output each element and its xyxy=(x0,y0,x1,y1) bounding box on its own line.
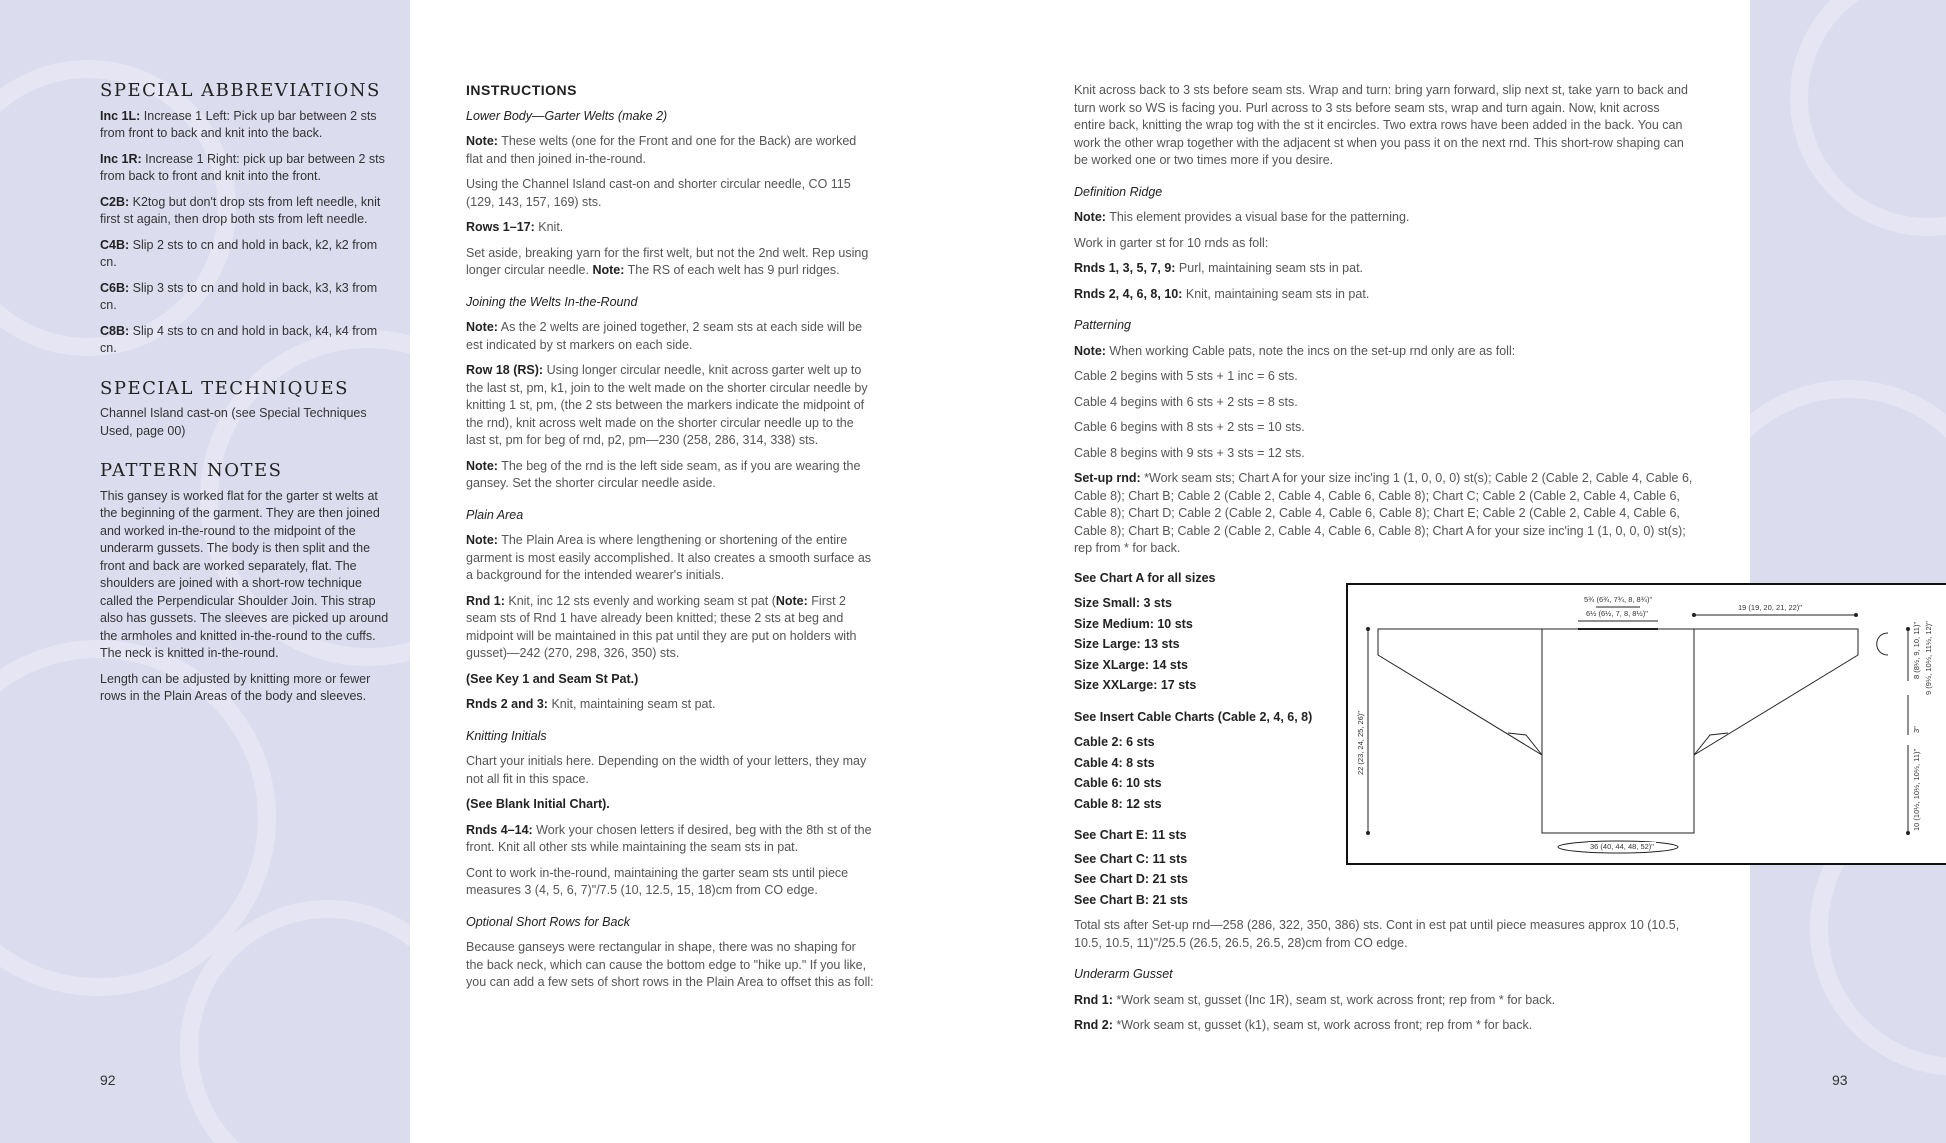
pattern-notes-title: PATTERN NOTES xyxy=(100,460,283,481)
right-sleeve-outline xyxy=(1694,629,1858,755)
page-number-right: 93 xyxy=(1832,1072,1848,1088)
plain-area-heading: Plain Area xyxy=(466,507,524,522)
paragraph: Rnds 2 and 3: Knit, maintaining seam st pat. xyxy=(466,697,716,711)
underarm-gusset-heading: Underarm Gusset xyxy=(1074,967,1173,981)
sleeve-length-label: 9 (9½, 10½, 11½, 12)" xyxy=(1924,621,1933,695)
abbreviations-list xyxy=(100,108,390,358)
cable-line: Cable 4 begins with 6 sts + 2 sts = 8 sts. xyxy=(1074,394,1298,409)
size-item: Size Small: 3 sts xyxy=(1074,596,1172,610)
neck-dimension-label: 6½ (6½, 7, 8, 8½)" xyxy=(1586,609,1648,618)
cable-size-item: Cable 2: 6 sts xyxy=(1074,735,1155,749)
schematic-drawing xyxy=(1348,585,1946,863)
paragraph: Rnds 2, 4, 6, 8, 10: Knit, maintaining seam sts in pat. xyxy=(1074,286,1370,301)
paragraph: Knit across back to 3 sts before seam sts. Wrap and turn: bring yarn forward, slip next st, take yarn to back and turn work so WS is facing you. Purl across to 3 sts before seam sts, wrap and turn again. Now, knit across entire back, knitting the wrap tog with the st it encircles. Two extra rows have been added in the back. You can work the other wrap together with the adjacent st when you pass it on the next rnd. This short-row shaping can be worked one or two times more if you desire. xyxy=(1074,83,1688,167)
paragraph: Rnd 1: Knit, inc 12 sts evenly and working seam st pat (Note: First 2 seam sts of Rnd 1 have already been knitted; these 2 sts at beg and midpoint will be maintained in this pat until they are put on holders with gusset)—242 (270, 298, 326, 350) sts. xyxy=(466,593,857,660)
paragraph: Note: This element provides a visual base for the patterning. xyxy=(1074,210,1410,224)
paragraph: Note: The beg of the rnd is the left side seam, as if you are wearing the gansey. Set the shorter circular needle aside. xyxy=(466,458,861,490)
paragraph: Note: The Plain Area is where lengthening or shortening of the entire garment is most easily accomplished. It also creates a smooth surface as a background for the intended wearer's initials. xyxy=(466,533,872,582)
right-margin-panel xyxy=(1750,0,1946,1143)
special-techniques-title: SPECIAL TECHNIQUES xyxy=(100,377,350,399)
definition-ridge-heading: Definition Ridge xyxy=(1074,184,1163,199)
instructions-column xyxy=(466,82,876,1000)
paragraph: Work in garter st for 10 rnds as foll: xyxy=(1074,235,1269,250)
paragraph: Set aside, breaking yarn for the first welt, but not the 2nd welt. Rep using longer circular needle. Note: The RS of each welt has 9 purl ridges. xyxy=(466,245,869,277)
paragraph: Because ganseys were rectangular in shape, there was no shaping for the back neck, which can cause the bottom edge to "hike up." If you like, you can add a few sets of short rows in the Plain Area to offset this as foll: xyxy=(466,940,874,989)
paragraph: (See Blank Initial Chart). xyxy=(466,797,610,811)
paragraph: Note: When working Cable pats, note the incs on the set-up rnd only are as foll: xyxy=(1074,343,1516,358)
paragraph: Rnds 1, 3, 5, 7, 9: Purl, maintaining seam sts in pat. xyxy=(1074,261,1364,275)
cuff-dimension-label: 8 (8½, 9, 10, 11)" xyxy=(1912,621,1921,679)
cable-size-item: Cable 4: 8 sts xyxy=(1074,755,1155,770)
paragraph: Note: As the 2 welts are joined together, 2 seam sts at each side will be est indicated by st markers on each side. xyxy=(466,320,863,352)
instructions-title: INSTRUCTIONS xyxy=(466,82,577,98)
paragraph: Rnds 4–14: Work your chosen letters if desired, beg with the 8th st of the front. Knit all other sts while maintaining the seam sts in pat. xyxy=(466,822,872,854)
sweater-schematic xyxy=(1346,583,1946,865)
paragraph: Rows 1–17: Knit. xyxy=(466,220,564,234)
abbreviation-item: C8B: Slip 4 sts to cn and hold in back, k4, k4 from cn. xyxy=(100,323,378,355)
joining-heading: Joining the Welts In-the-Round xyxy=(466,294,638,309)
swirl-ornament xyxy=(1790,0,1946,236)
size-item: Size XXLarge: 17 sts xyxy=(1074,678,1197,692)
chart-item: See Chart D: 21 sts xyxy=(1074,872,1188,886)
right-page-column xyxy=(1074,82,1694,1043)
pattern-notes-paragraph: This gansey is worked flat for the garter st welts at the beginning of the garment. They are then joined and worked in-the-round to the midpoint of the underarm gussets. The body is then split and the front and back are worked separately, flat. The shoulders are joined with a short-row technique called the Perpendicular Shoulder Join. This strap also has gussets. The sleeves are picked up around the armholes and knitted in-the-round to the cuffs. The neck is knitted in-the-round. xyxy=(100,488,389,660)
special-techniques-text: Channel Island cast-on (see Special Techniques Used, page 00) xyxy=(100,406,367,438)
abbreviation-item: C2B: K2tog but don't drop sts from left needle, knit first st again, then drop both sts from left needle. xyxy=(100,194,381,226)
chart-item: See Chart B: 21 sts xyxy=(1074,892,1188,907)
lower-body-heading: Lower Body—Garter Welts (make 2) xyxy=(466,108,668,123)
abbreviation-item: Inc 1R: Increase 1 Right: pick up bar between 2 sts from back to front and knit into the front. xyxy=(100,151,385,183)
lower-length-label: 10 (10½, 10½, 10½, 11)" xyxy=(1912,748,1921,831)
cable-size-item: Cable 6: 10 sts xyxy=(1074,776,1162,790)
body-height-label: 22 (23, 24, 25, 26)" xyxy=(1356,711,1365,775)
size-item: Size XLarge: 14 sts xyxy=(1074,657,1188,672)
chart-item: See Chart C: 11 sts xyxy=(1074,851,1188,866)
size-item: Size Large: 13 sts xyxy=(1074,637,1180,651)
paragraph: Rnd 1: *Work seam st, gusset (Inc 1R), seam st, work across front; rep from * for back. xyxy=(1074,992,1556,1007)
short-rows-heading: Optional Short Rows for Back xyxy=(466,914,630,929)
page-number-left: 92 xyxy=(100,1072,116,1088)
abbreviation-item: C4B: Slip 2 sts to cn and hold in back, k2, k2 from cn. xyxy=(100,237,378,269)
cable-line: Cable 8 begins with 9 sts + 3 sts = 12 sts. xyxy=(1074,445,1305,460)
body-outline xyxy=(1542,629,1694,833)
chart-item: See Chart E: 11 sts xyxy=(1074,828,1187,842)
insert-cable-title: See Insert Cable Charts (Cable 2, 4, 6, 8) xyxy=(1074,709,1313,724)
top-dimension-label: 5¾ (6¾, 7¾, 8, 8¾)" xyxy=(1584,595,1653,604)
pattern-notes-paragraph: Length can be adjusted by knitting more or fewer rows in the Plain Areas of the body and sleeves. xyxy=(100,671,371,703)
paragraph: Cont to work in-the-round, maintaining the garter seam sts until piece measures 3 (4, 5, 6, 7)"/7.5 (10, 12.5, 15, 18)cm from CO edge. xyxy=(466,865,849,897)
patterning-heading: Patterning xyxy=(1074,318,1131,332)
chart-sizes-list xyxy=(1074,570,1334,910)
paragraph: Note: These welts (one for the Front and one for the Back) are worked flat and then joined in-the-round. xyxy=(466,134,857,166)
paragraph: Row 18 (RS): Using longer circular needle, knit across garter welt up to the last st, pm, k1, join to the welt made on the shorter circular needle by knitting 1 st, pm, (the 2 sts between the markers indicate the midpoint of the rnd), knit across welt made on the shorter circular needle up to the last st, pm for beg of rnd, p2, pm—230 (258, 286, 314, 338) sts. xyxy=(466,363,868,447)
paragraph: Rnd 2: *Work seam st, gusset (k1), seam st, work across front; rep from * for back. xyxy=(1074,1018,1533,1032)
gusset-dimension-label: 3" xyxy=(1912,726,1921,733)
width-dimension-label: 36 (40, 44, 48, 52)" xyxy=(1590,842,1654,851)
cable-line: Cable 6 begins with 8 sts + 2 sts = 10 sts. xyxy=(1074,420,1305,434)
paragraph: (See Key 1 and Seam St Pat.) xyxy=(466,671,639,686)
size-item: Size Medium: 10 sts xyxy=(1074,616,1193,631)
left-sleeve-outline xyxy=(1378,629,1542,755)
chart-a-title: See Chart A for all sizes xyxy=(1074,570,1216,585)
abbreviation-item: C6B: Slip 3 sts to cn and hold in back, k3, k3 from cn. xyxy=(100,280,378,312)
special-abbreviations-title: SPECIAL ABBREVIATIONS xyxy=(100,80,381,101)
paragraph: Total sts after Set-up rnd—258 (286, 322, 350, 386) sts. Cont in est pat until piece measures approx 10 (10.5, 10.5, 10.5, 11)"/25.5 (26.5, 26.5, 26.5, 28)cm from CO edge. xyxy=(1074,918,1680,950)
sleeve-dimension-label: 19 (19, 20, 21, 22)" xyxy=(1738,603,1802,612)
left-column xyxy=(100,82,390,714)
paragraph: Set-up rnd: *Work seam sts; Chart A for your size inc'ing 1 (1, 0, 0, 0) st(s); Cable 2 (Cable 2, Cable 4, Cable 6, Cable 8); Chart B; Cable 2 (Cable 2, Cable 4, Cable 6, Cable 8); Chart C; Cable 2 (Cable 2, Cable 4, Cable 6, Cable 8); Chart D; Cable 2 (Cable 2, Cable 4, Cable 6, Cable 8); Chart E; Cable 2 (Cable 2, Cable 4, Cable 6, Cable 8); Chart B; Cable 2 (Cable 2, Cable 4, Cable 6, Cable 8); Chart A for your size inc'ing 1 (1, 0, 0, 0) st(s); rep from * for back. xyxy=(1074,471,1693,555)
cable-line: Cable 2 begins with 5 sts + 1 inc = 6 sts. xyxy=(1074,369,1298,383)
cable-size-item: Cable 8: 12 sts xyxy=(1074,796,1162,811)
paragraph: Chart your initials here. Depending on the width of your letters, they may not all fit in this space. xyxy=(466,754,867,786)
paragraph: Using the Channel Island cast-on and shorter circular needle, CO 115 (129, 143, 157, 169) sts. xyxy=(466,177,851,209)
knitting-initials-heading: Knitting Initials xyxy=(466,728,547,743)
abbreviation-item: Inc 1L: Increase 1 Left: Pick up bar between 2 sts from front to back and knit into the back. xyxy=(100,108,377,140)
